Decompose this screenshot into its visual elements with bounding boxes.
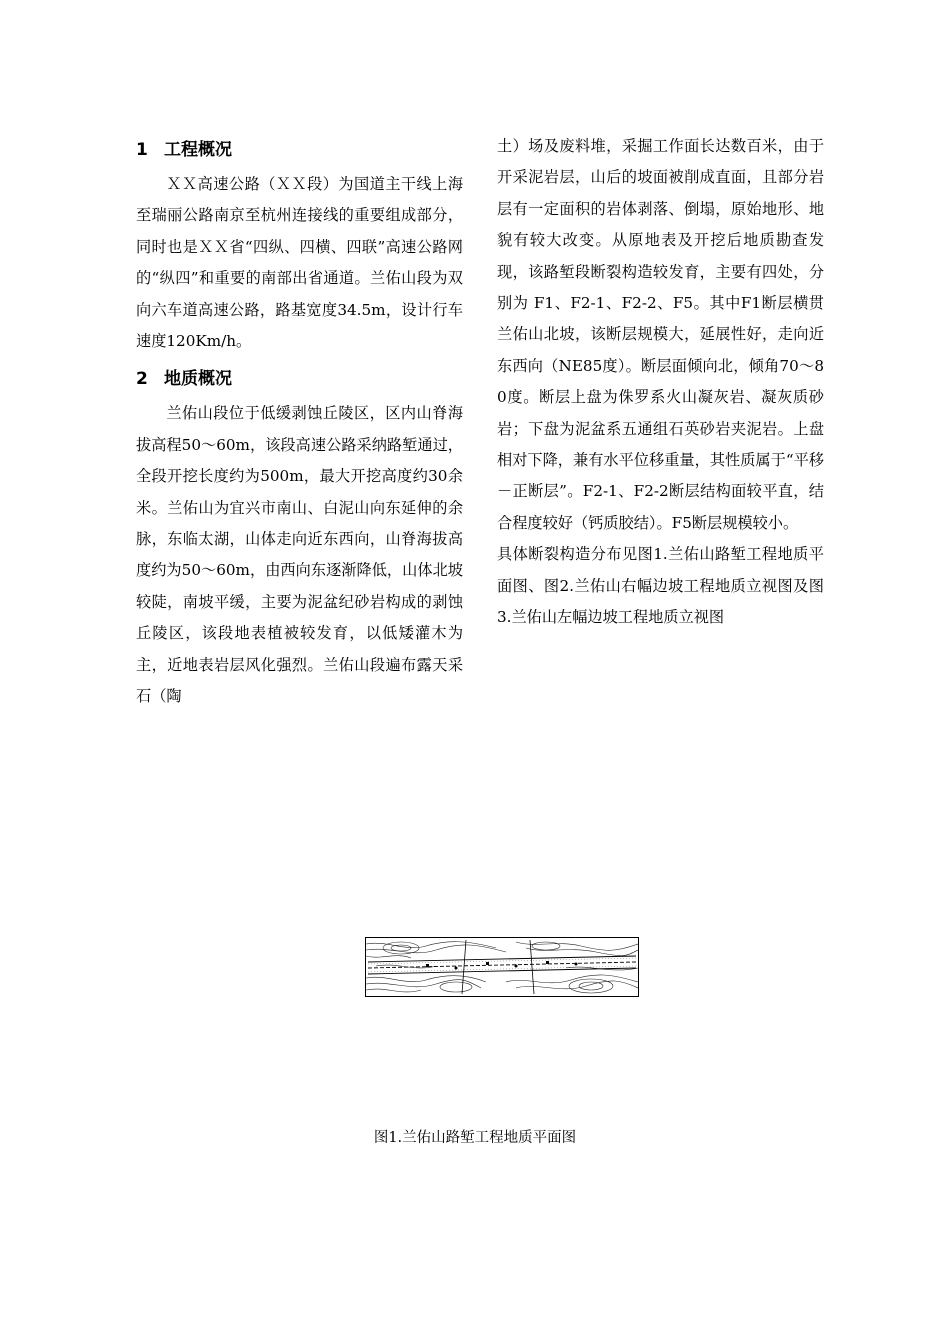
geology-plan-drawing <box>366 938 638 996</box>
section-2-title: 地质概况 <box>164 369 232 390</box>
section-1-paragraph: ＸＸ高速公路（ＸＸ段）为国道主干线上海至瑞丽公路南京至杭州连接线的重要组成部分，同时也是ＸＸ省“四纵、四横、四联”高速公路网的“纵四”和重要的南部出省通道。兰佑山段为双向六车道高速公路，路基宽度34.5m，设计行车速度120Km/h。 <box>136 175 463 351</box>
section-2-number: 2 <box>136 369 148 390</box>
left-column <box>136 131 463 713</box>
section-1-title: 工程概况 <box>164 140 232 160</box>
section-2-heading <box>136 360 463 398</box>
figure-caption: 图1.兰佑山路堑工程地质平面图 <box>373 1130 577 1146</box>
right-column <box>497 131 824 634</box>
section-2-paragraph-1: 兰佑山段位于低缓剥蚀丘陵区，区内山脊海拔高程50～60m，该段高速公路采纳路堑通过，全段开挖长度约为500m，最大开挖高度约30余米。兰佑山为宜兴市南山、白泥山向东延伸的余脉，东临太湖，山体走向近东西向，山脊海拔高度约为50～60m，由西向东逐渐降低，山体北坡较陡，南坡平缓，主要为泥盆纪砂岩构成的剥蚀丘陵区，该段地表植被较发育，以低矮灌木为主，近地表岩层风化强烈。兰佑山段遍布露天采石（陶 <box>136 404 463 706</box>
section-1-number: 1 <box>136 140 148 160</box>
section-2-paragraph-2: 土）场及废料堆，采掘工作面长达数百米，由于开采泥岩层，山后的坡面被削成直面，且部分岩层有一定面积的岩体剥落、倒塌，原始地形、地貌有较大改变。从原地表及开挖后地质勘查发现，该路堑段断裂构造较发育，主要有四处，分别为 F1、F2-1、F2-2、F5。其中F1断层横贯兰佑山北坡，该断层规模大，延展性好，走向近东西向（NE85度）。断层面倾向北，倾角70～80度。断层上盘为侏罗系火山凝灰岩、凝灰质砂岩；下盘为泥盆系五通组石英砂岩夹泥岩。上盘相对下降，兼有水平位移重量，其性质属于“平移－正断层”。F2-1、F2-2断层结构面较平直，结合程度较好（钙质胶结）。F5断层规模较小。 <box>497 137 824 532</box>
geology-plan-figure <box>365 937 639 997</box>
section-1-heading <box>136 131 463 169</box>
section-2-paragraph-3: 具体断裂构造分布见图1.兰佑山路堑工程地质平面图、图2.兰佑山右幅边坡工程地质立视图及图3.兰佑山左幅边坡工程地质立视图 <box>497 545 824 627</box>
